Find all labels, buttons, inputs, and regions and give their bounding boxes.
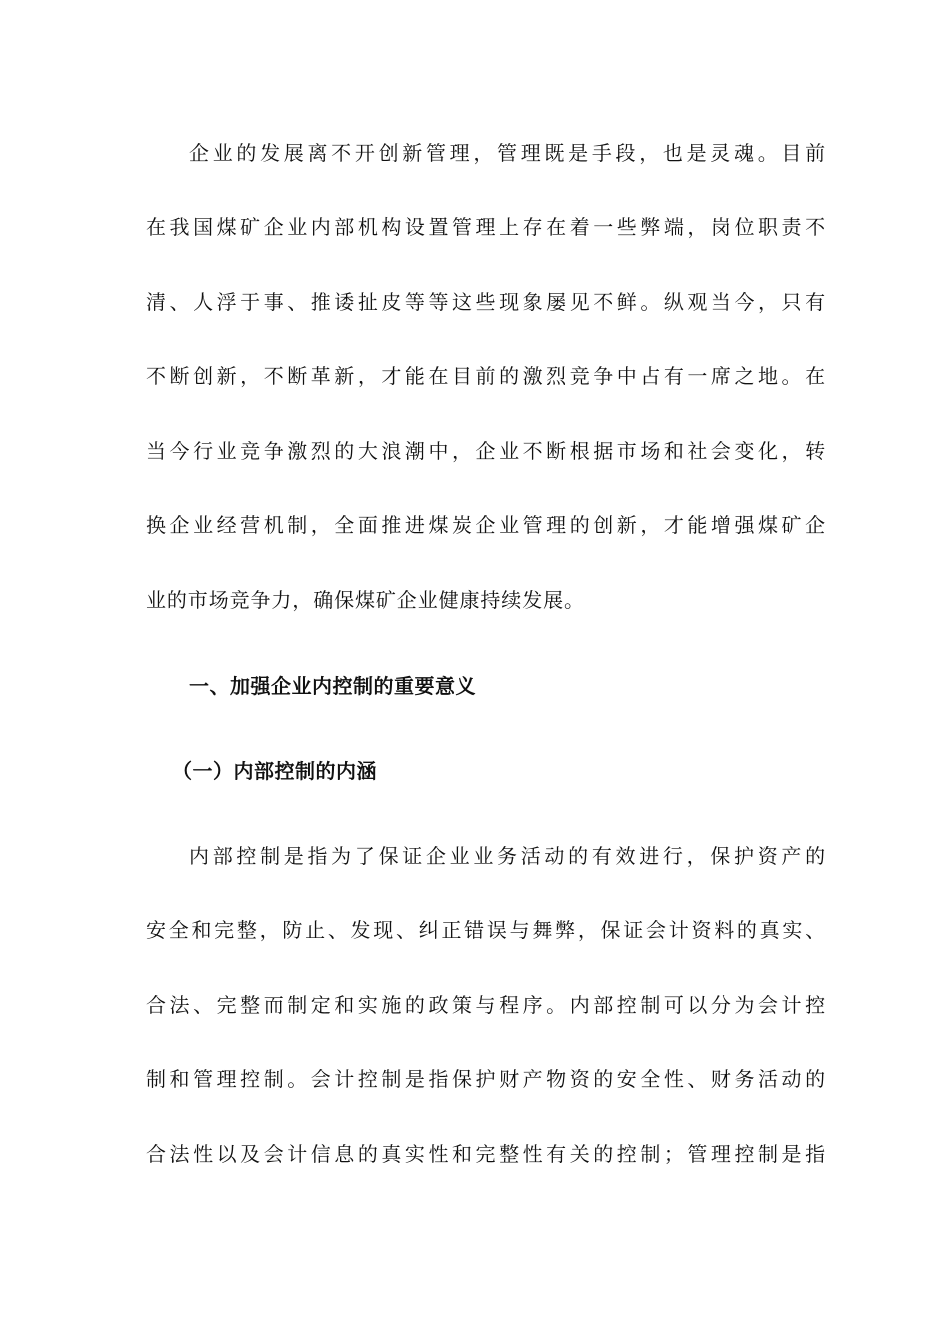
paragraph-2-line-3: 合法、完整而制定和实施的政策与程序。内部控制可以分为会计控 (146, 993, 826, 1017)
paragraph-1-line-2: 在我国煤矿企业内部机构设置管理上存在着一些弊端，岗位职责不 (146, 215, 826, 239)
section-heading: 一、加强企业内控制的重要意义 (189, 674, 476, 698)
paragraph-2-line-4: 制和管理控制。会计控制是指保护财产物资的安全性、财务活动的 (146, 1067, 826, 1091)
paragraph-1-line-3: 清、人浮于事、推诿扯皮等等这些现象屡见不鲜。纵观当今，只有 (146, 290, 826, 314)
paragraph-1-line-4: 不断创新，不断革新，才能在目前的激烈竞争中占有一席之地。在 (146, 364, 826, 388)
paragraph-2-line-5: 合法性以及会计信息的真实性和完整性有关的控制；管理控制是指 (146, 1142, 826, 1166)
paragraph-1-line-5: 当今行业竞争激烈的大浪潮中，企业不断根据市场和社会变化，转 (146, 439, 826, 463)
paragraph-1-line-6: 换企业经营机制，全面推进煤炭企业管理的创新，才能增强煤矿企 (146, 513, 826, 537)
paragraph-1-line-1: 企业的发展离不开创新管理，管理既是手段，也是灵魂。目前 (189, 141, 826, 165)
paragraph-2-line-2: 安全和完整，防止、发现、纠正错误与舞弊，保证会计资料的真实、 (146, 918, 826, 942)
subsection-heading: （一）内部控制的内涵 (172, 759, 377, 783)
paragraph-1-line-7: 业的市场竞争力，确保煤矿企业健康持续发展。 (146, 588, 585, 612)
paragraph-2-line-1: 内部控制是指为了保证企业业务活动的有效进行，保护资产的 (189, 844, 826, 868)
